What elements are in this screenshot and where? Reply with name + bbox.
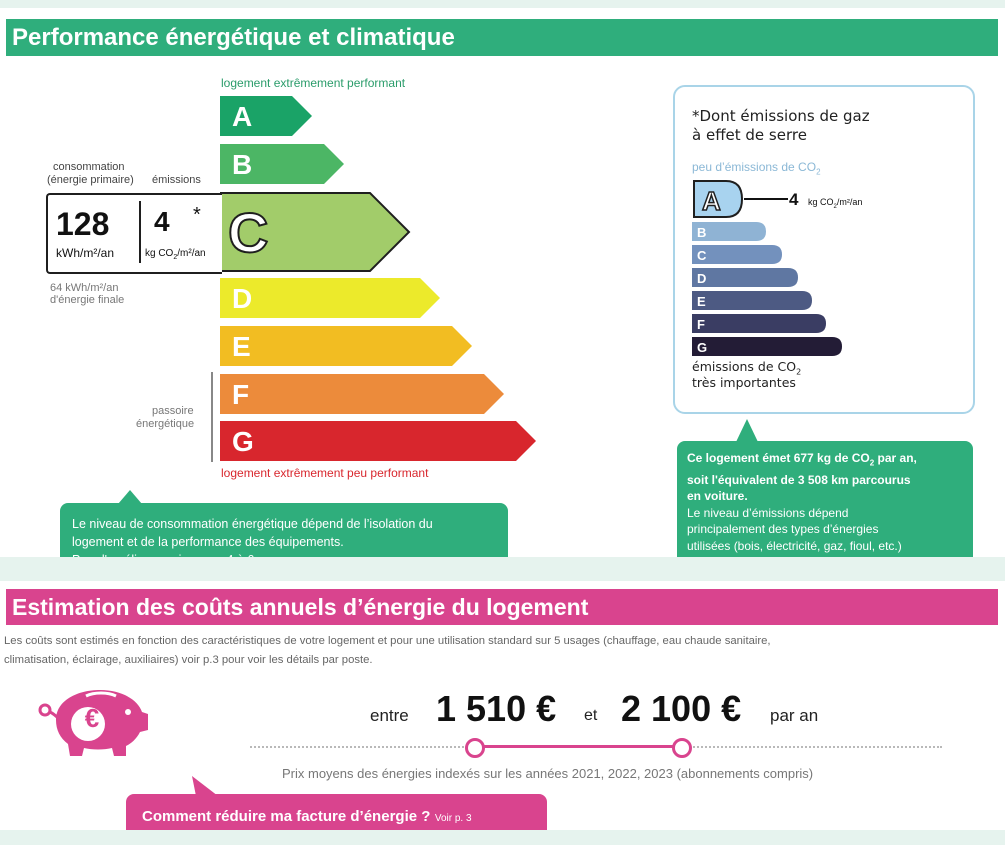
range-bar xyxy=(476,745,682,748)
ges-bubble-pointer xyxy=(736,419,758,442)
dpe-class-e-arrow xyxy=(220,326,472,366)
consumption-label: consommation xyxy=(53,161,125,173)
ges-class-e-label: E xyxy=(697,294,706,309)
price-note: Prix moyens des énergies indexés sur les années 2021, 2022, 2023 (abonnements compris) xyxy=(282,766,814,781)
dpe-class-e-label: E xyxy=(232,331,251,362)
bottom-strip xyxy=(0,830,1005,845)
bubble-text: soit l'équivalent de 3 508 km parcourus xyxy=(687,472,911,487)
consumption-unit: kWh/m²/an xyxy=(56,246,115,260)
final-energy: 64 kWh/m²/an xyxy=(50,282,119,294)
emissions-label: émissions xyxy=(152,174,201,186)
consumption-label-2: (énergie primaire) xyxy=(47,174,134,186)
bubble-text: Ce logement émet 677 kg de $CO_2$ par an, xyxy=(687,451,917,468)
consumption-value: 128 xyxy=(56,206,110,242)
ges-value: 4 xyxy=(789,190,799,209)
range-dotted-right xyxy=(686,746,942,748)
ges-low-label: peu d’émissions de $CO_2$ xyxy=(692,160,821,177)
bubble-text: logement et de la performance des équipements. xyxy=(72,535,344,549)
ges-class-a-label: A xyxy=(702,186,721,216)
passoire-label: passoire xyxy=(152,405,194,417)
section-header-costs xyxy=(6,589,998,625)
consumption-divider xyxy=(139,201,141,263)
ges-unit: kg $CO_2/m^2/an$ xyxy=(808,197,863,210)
costs-description: Les coûts sont estimés en fonction des caractéristiques de votre logement et pour une utilisation standard sur 5 usages (chauffage, eau chaude sanitaire, climatisation, éclairage, auxiliaires) voir p.3 pour voir les détails par poste. xyxy=(4,635,771,666)
section-title: Performance énergétique et climatique xyxy=(12,24,455,51)
ges-class-f-label: F xyxy=(697,317,705,332)
cost-et: et xyxy=(584,707,598,724)
dpe-class-f-arrow xyxy=(220,374,504,414)
bubble-text: en voiture. xyxy=(687,489,748,504)
ges-class-g-label: G xyxy=(697,340,708,355)
ges-class-f-arrow xyxy=(692,314,826,333)
cta-page-ref: Voir p. 3 xyxy=(434,813,472,824)
ges-class-c-label: C xyxy=(697,248,707,263)
ges-class-g-arrow xyxy=(692,337,842,356)
section-title: Estimation des coûts annuels d’énergie du logement xyxy=(12,594,589,620)
ges-class-d-arrow xyxy=(692,268,798,287)
emissions-value: 4 xyxy=(154,206,170,237)
section-header-performance xyxy=(6,19,998,56)
bottom-scale-label: logement extrêmement peu performant xyxy=(221,466,429,480)
range-dotted-left xyxy=(250,746,472,748)
cta-label: Comment réduire ma facture d’énergie ? xyxy=(142,808,431,825)
dpe-class-d-label: D xyxy=(232,283,253,314)
passoire-bracket xyxy=(211,372,213,462)
dpe-class-f-label: F xyxy=(232,379,250,410)
bubble-pointer xyxy=(118,490,142,504)
passoire-label-2: énergétique xyxy=(136,418,195,430)
cta-pointer xyxy=(192,776,218,796)
bubble-text: Le niveau de consommation énergétique dépend de l’isolation du xyxy=(72,517,433,531)
bubble-text: utilisées (bois, électricité, gaz, fioul, etc.) xyxy=(687,538,902,553)
bubble-text: principalement des types d’énergies xyxy=(687,522,879,537)
top-scale-label: logement extrêmement performant xyxy=(221,76,406,90)
dpe-class-c-label: C xyxy=(228,201,269,264)
dpe-class-g-arrow xyxy=(220,421,536,461)
ges-class-b-label: B xyxy=(697,225,707,240)
top-strip xyxy=(0,0,1005,8)
bubble-text: Le niveau d’émissions dépend xyxy=(687,505,849,520)
ges-class-e-arrow xyxy=(692,291,812,310)
dpe-class-b-label: B xyxy=(232,149,253,180)
range-max-marker xyxy=(672,738,692,758)
ges-title: *Dont émissions de gaz xyxy=(692,107,870,125)
cost-par-an: par an xyxy=(770,706,819,725)
emissions-unit: kg $CO_2/m^2/an$ xyxy=(145,248,206,261)
ges-high-label-2: très importantes xyxy=(692,375,796,390)
ges-high-label: émissions de $CO_2$ xyxy=(692,359,802,377)
dpe-class-d-arrow xyxy=(220,278,440,318)
dpe-class-g-label: G xyxy=(232,426,254,457)
mid-strip xyxy=(0,557,1005,581)
dpe-scale xyxy=(220,96,550,466)
ges-title-2: à effet de serre xyxy=(692,126,807,144)
euro-symbol: € xyxy=(84,703,100,733)
cost-entre: entre xyxy=(370,706,409,725)
cost-min: 1 510 € xyxy=(436,688,557,729)
emissions-star: * xyxy=(193,204,201,226)
ges-class-d-label: D xyxy=(697,271,707,286)
final-energy-2: d'énergie finale xyxy=(50,294,125,306)
dpe-class-a-label: A xyxy=(232,101,253,132)
range-min-marker xyxy=(465,738,485,758)
cost-max: 2 100 € xyxy=(621,688,742,729)
